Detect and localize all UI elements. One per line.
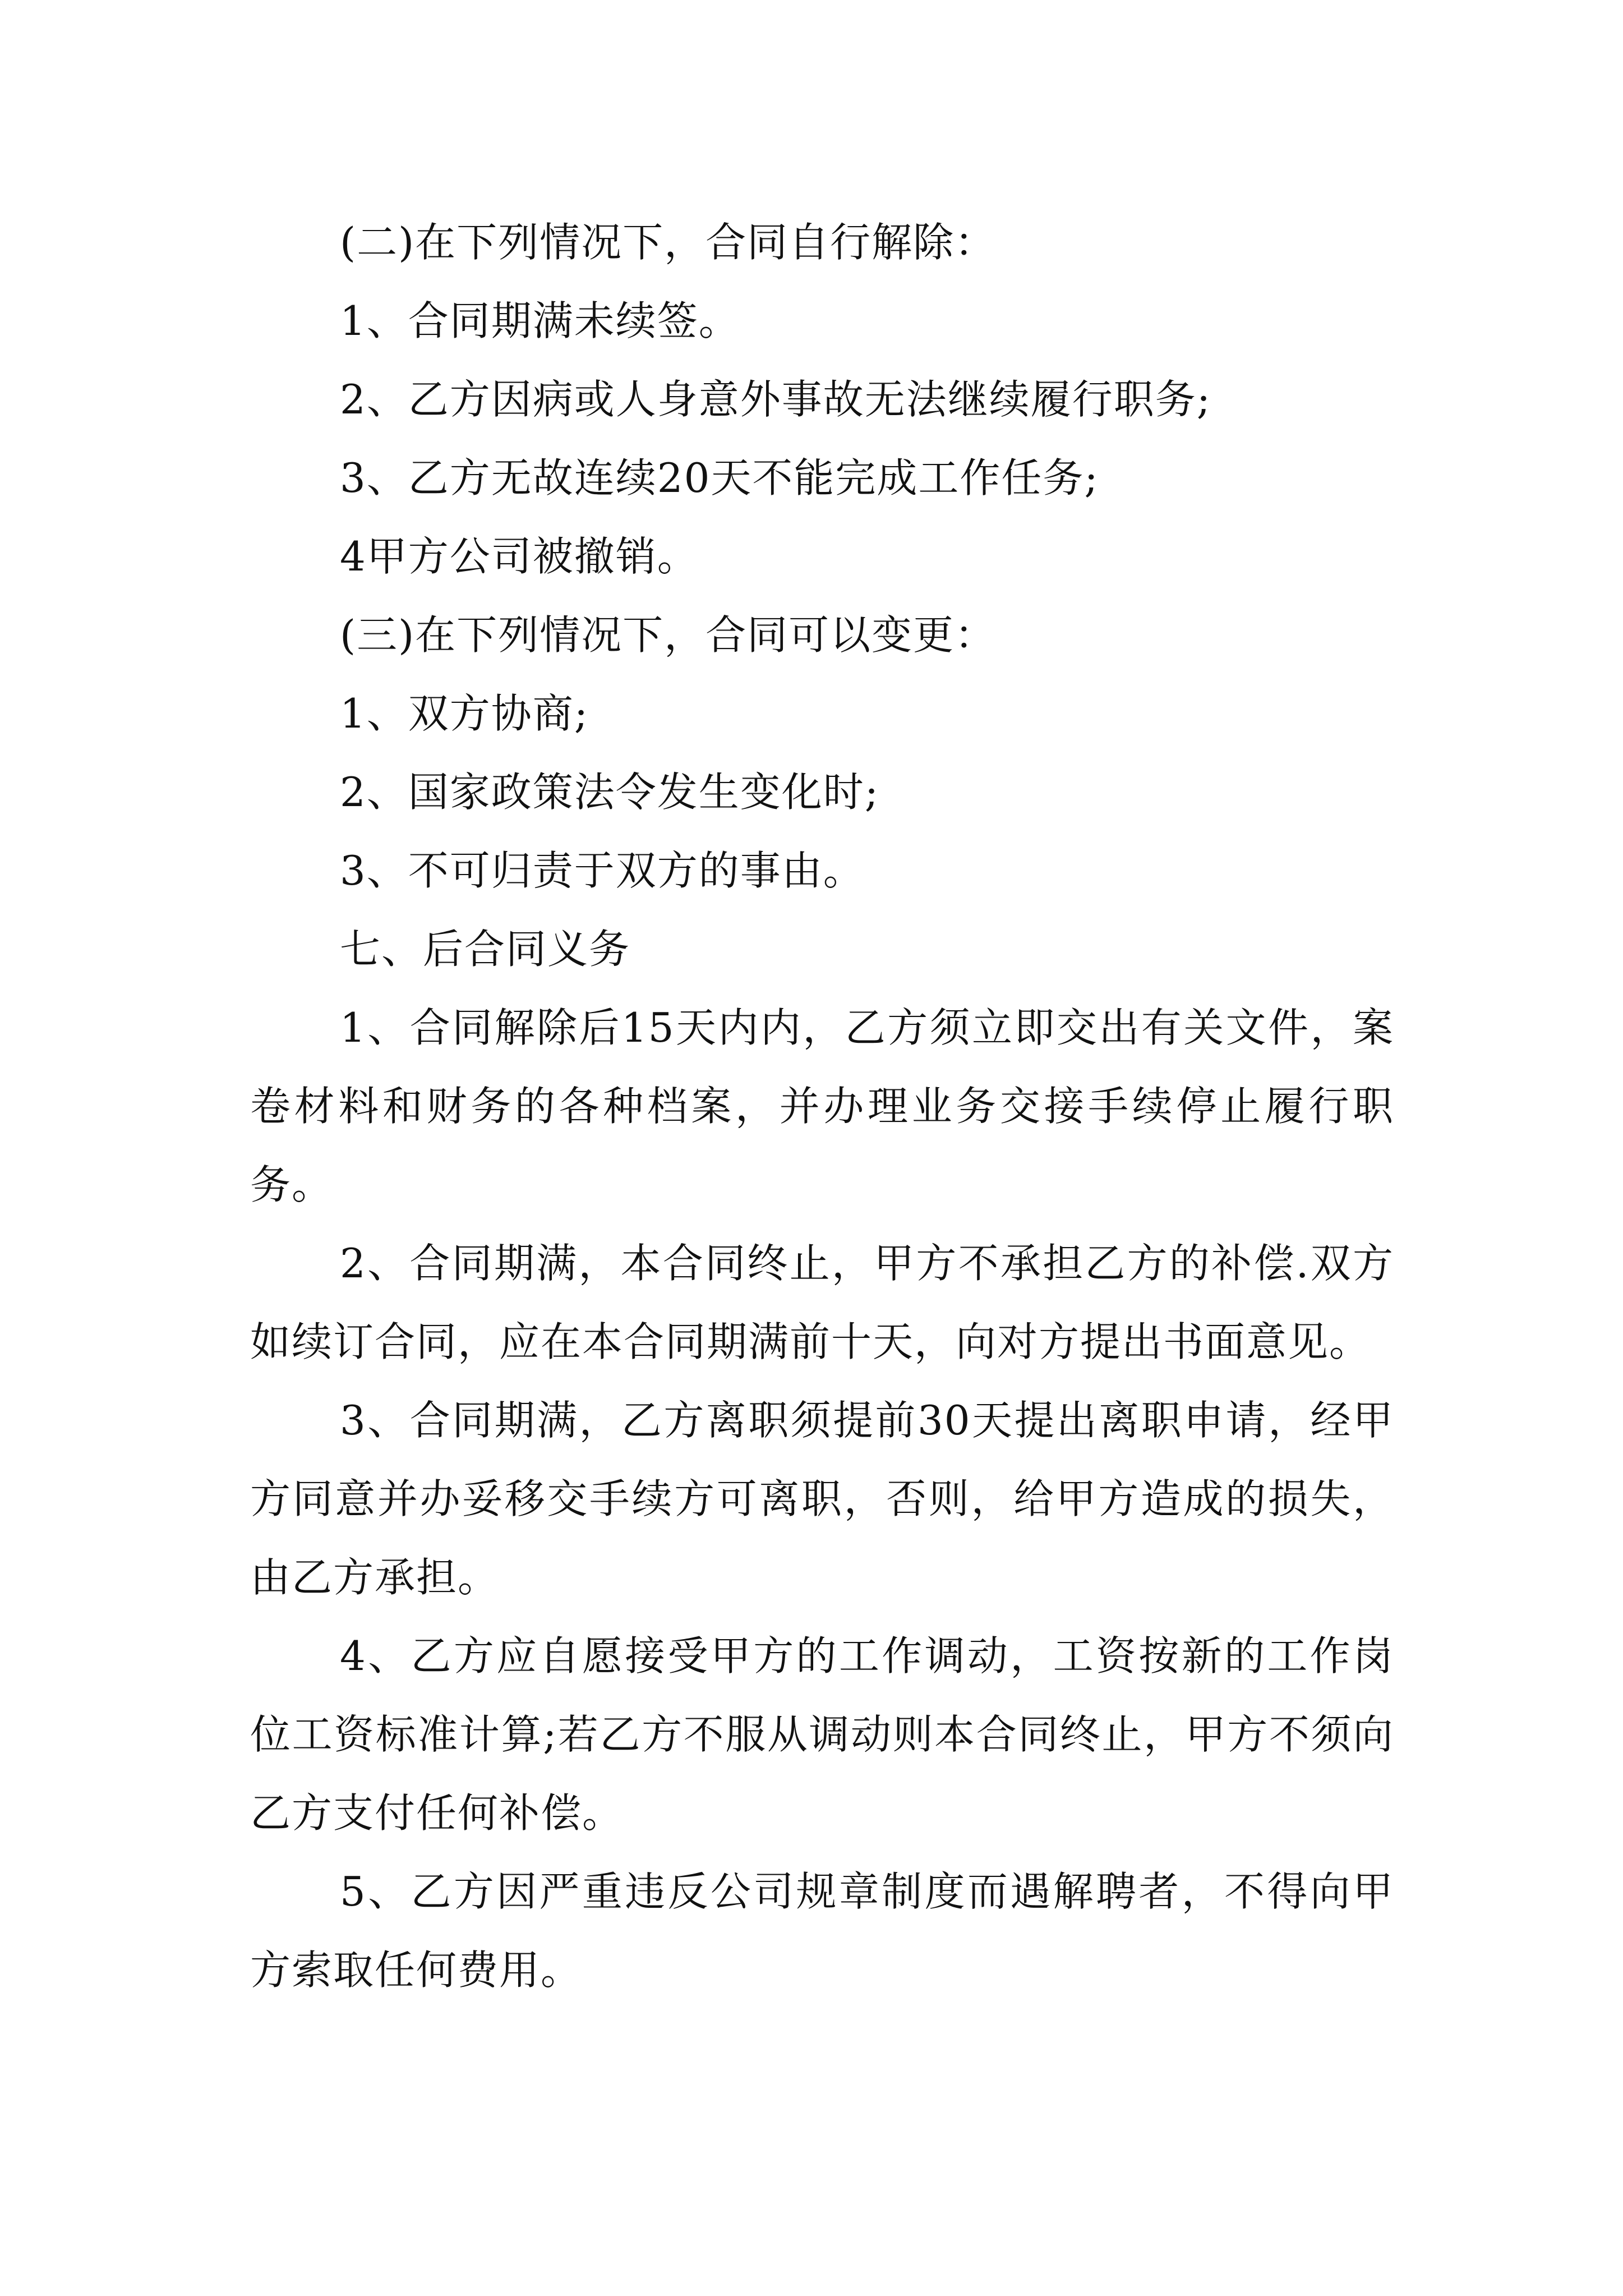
paragraph-4: 4、乙方应自愿接受甲方的工作调动，工资按新的工作岗位工资标准计算;若乙方不服从调动则本合同终止，甲方不须向乙方支付任何补偿。 [250, 1632, 1394, 1837]
clause-heading-automatic-termination: (二)在下列情况下，合同自行解除： [340, 219, 997, 266]
section-heading-post-contract-obligations: 七、后合同义务 [340, 926, 631, 973]
paragraph-1: 1、合同解除后15天内内，乙方须立即交出有关文件，案卷材料和财务的各种档案，并办理业务交接手续停止履行职务。 [250, 1004, 1394, 1208]
clause-heading-modification: (三)在下列情况下，合同可以变更： [340, 611, 997, 659]
paragraph-5: 5、乙方因严重违反公司规章制度而遇解聘者，不得向甲方索取任何费用。 [250, 1868, 1394, 1994]
list-item: 3、乙方无故连续20天不能完成工作任务; [340, 454, 1099, 501]
list-item: 3、不可归责于双方的事由。 [340, 847, 865, 894]
list-item: 2、国家政策法令发生变化时; [340, 769, 880, 816]
list-item: 1、合同期满未续签。 [340, 297, 740, 344]
document-body [250, 203, 1394, 2009]
list-item: 4甲方公司被撤销。 [340, 533, 699, 580]
paragraph-3: 3、合同期满，乙方离职须提前30天提出离职申请，经甲方同意并办妥移交手续方可离职，否则，给甲方造成的损失，由乙方承担。 [250, 1397, 1394, 1601]
list-item: 2、乙方因病或人身意外事故无法继续履行职务; [340, 376, 1212, 423]
list-item: 1、双方协商; [340, 690, 589, 737]
paragraph-2: 2、合同期满，本合同终止，甲方不承担乙方的补偿.双方如续订合同，应在本合同期满前十天，向对方提出书面意见。 [250, 1240, 1394, 1365]
